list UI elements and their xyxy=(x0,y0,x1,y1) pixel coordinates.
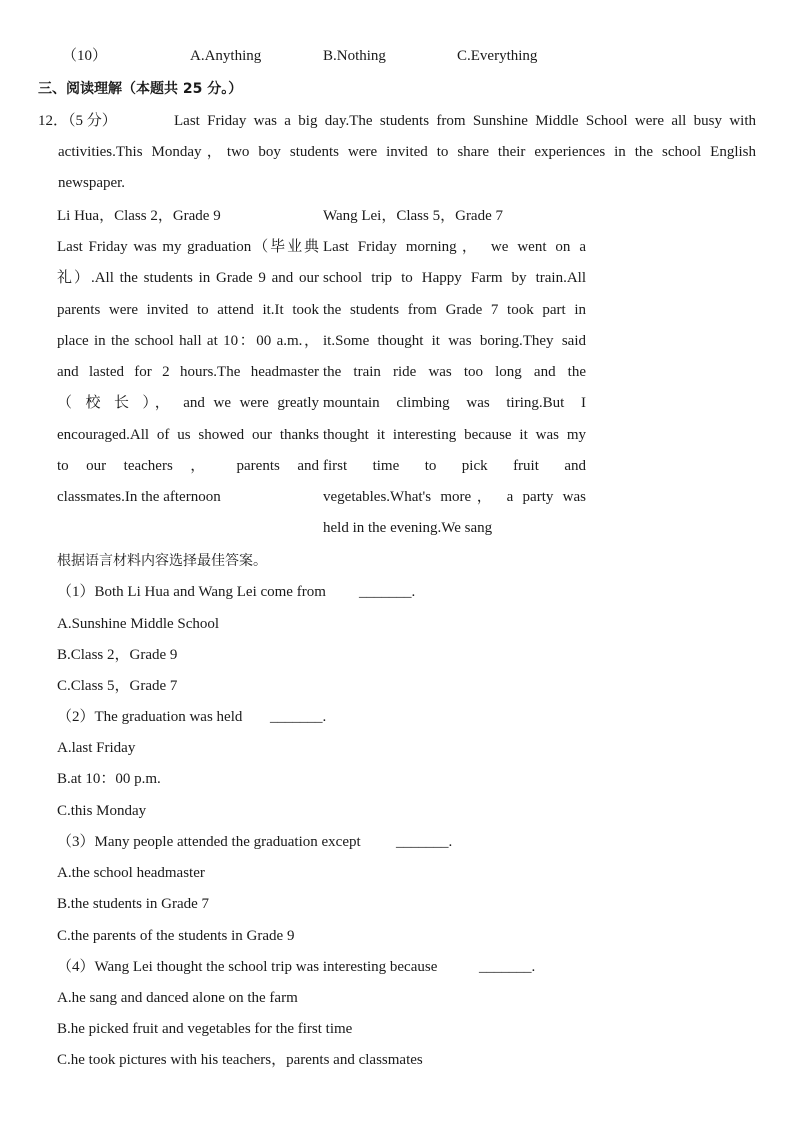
right-line: Last Friday morning， we went on a xyxy=(323,239,586,255)
option-3a: A.the school headmaster xyxy=(57,865,205,881)
right-line: held in the evening.We sang xyxy=(323,520,493,536)
option-1b: B.Class 2，Grade 9 xyxy=(57,647,178,663)
intro-line-3: newspaper. xyxy=(58,175,126,191)
left-line: place in the school hall at 10：00 a.m.， xyxy=(57,333,319,349)
option-4c: C.he took pictures with his teachers，parents and classmates xyxy=(57,1052,423,1068)
left-column-header: Li Hua，Class 2，Grade 9 xyxy=(57,208,221,224)
option-2b: B.at 10：00 p.m. xyxy=(57,771,161,787)
instruction: 根据语言材料内容选择最佳答案。 xyxy=(57,553,267,569)
option-3c: C.the parents of the students in Grade 9 xyxy=(57,928,295,944)
right-line: first time to pick fruit and xyxy=(323,458,586,474)
prev-question-number: （10） xyxy=(62,48,108,64)
left-line: and lasted for 2 hours.The headmaster xyxy=(57,364,319,380)
left-line: encouraged.All of us showed our thanks xyxy=(57,427,319,443)
option-2a: A.last Friday xyxy=(57,740,136,756)
left-line: （ 校 长 ）， and we were greatly xyxy=(57,395,319,411)
right-line: mountain climbing was tiring.But I xyxy=(323,395,586,411)
sub-question-4-blank: _______. xyxy=(479,959,536,975)
right-line: the train ride was too long and the xyxy=(323,364,586,380)
intro-line-2: activities.This Monday，two boy students were invited to share their experiences in the school English xyxy=(58,144,756,160)
right-line: thought it interesting because it was my xyxy=(323,427,586,443)
option-1c: C.Class 5，Grade 7 xyxy=(57,678,178,694)
section-heading: 三、阅读理解（本题共 25 分。） xyxy=(38,81,243,97)
sub-question-3-stem: （3）Many people attended the graduation except xyxy=(57,834,361,850)
option-3b: B.the students in Grade 7 xyxy=(57,896,210,912)
option-4a: A.he sang and danced alone on the farm xyxy=(57,990,298,1006)
left-line: Last Friday was my graduation（毕业典 xyxy=(57,239,319,255)
right-line: the students from Grade 7 took part in xyxy=(323,302,586,318)
option-4b: B.he picked fruit and vegetables for the first time xyxy=(57,1021,353,1037)
sub-question-4-stem: （4）Wang Lei thought the school trip was interesting because xyxy=(57,959,438,975)
left-line: classmates.In the afternoon xyxy=(57,489,221,505)
option-1a: A.Sunshine Middle School xyxy=(57,616,220,632)
left-line: parents were invited to attend it.It took xyxy=(57,302,319,318)
sub-question-3-blank: _______. xyxy=(396,834,453,850)
sub-question-2-blank: _______. xyxy=(270,709,327,725)
intro-line-1: Last Friday was a big day.The students from Sunshine Middle School were all busy with xyxy=(174,113,756,129)
sub-question-2-stem: （2）The graduation was held xyxy=(57,709,243,725)
left-line: to our teachers ， parents and xyxy=(57,458,319,474)
right-column-header: Wang Lei，Class 5，Grade 7 xyxy=(323,208,504,224)
prev-option-a: A.Anything xyxy=(190,48,262,64)
question-12-label: 12．（5 分） xyxy=(38,113,117,129)
prev-option-b: B.Nothing xyxy=(323,48,386,64)
right-line: school trip to Happy Farm by train.All xyxy=(323,270,586,286)
prev-option-c: C.Everything xyxy=(457,48,538,64)
sub-question-1-stem: （1）Both Li Hua and Wang Lei come from xyxy=(57,584,326,600)
left-line: 礼）.All the students in Grade 9 and our xyxy=(57,270,319,286)
sub-question-1-blank: _______. xyxy=(359,584,416,600)
right-line: it.Some thought it was boring.They said xyxy=(323,333,586,349)
option-2c: C.this Monday xyxy=(57,803,147,819)
right-line: vegetables.What's more， a party was xyxy=(323,489,586,505)
